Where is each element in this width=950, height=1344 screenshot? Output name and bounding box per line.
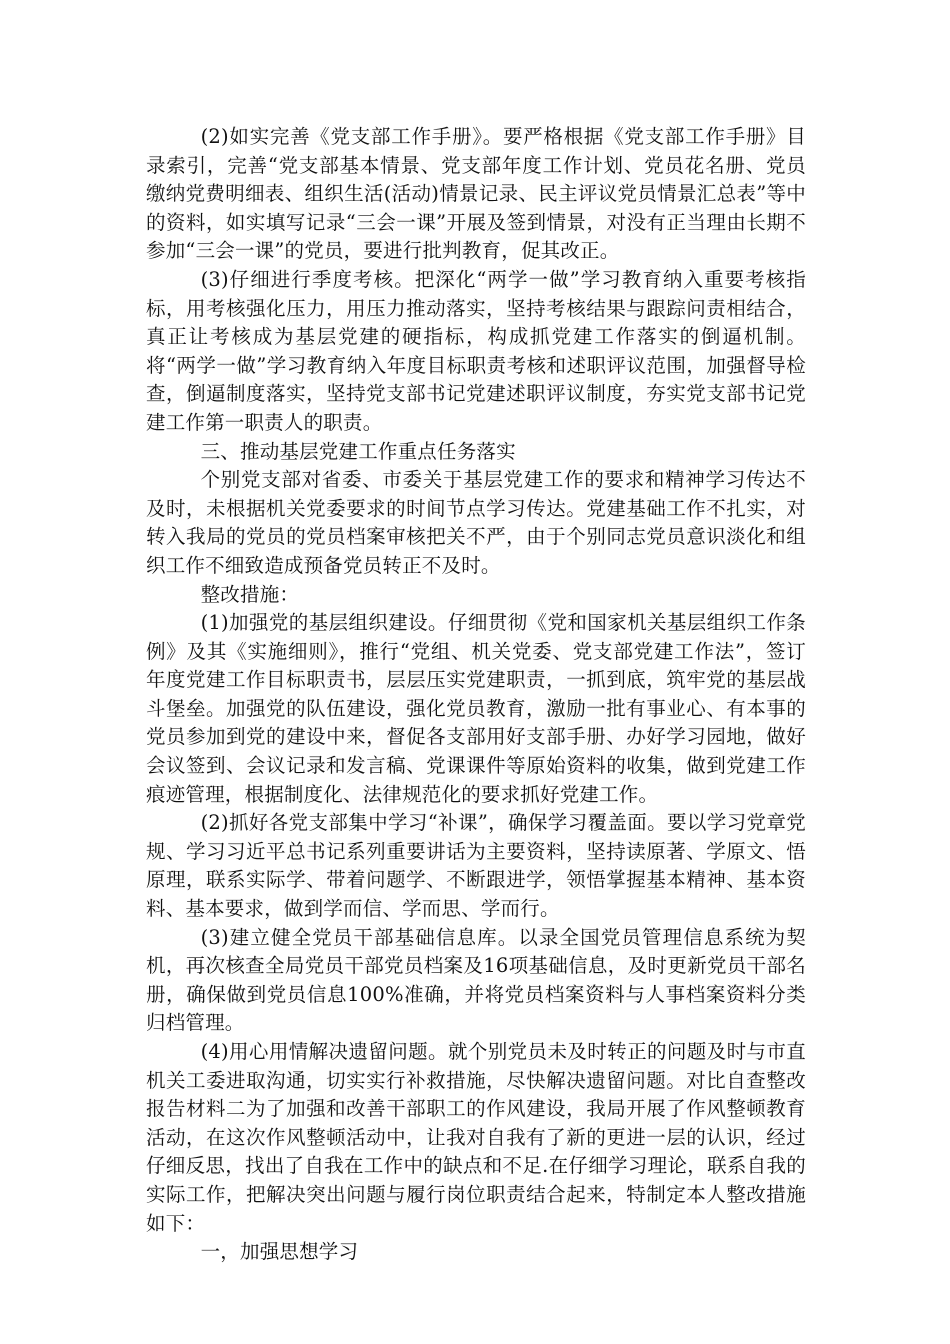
rectification-measures-heading: 整改措施： (200, 582, 300, 606)
paragraph-measure-4: (4)用心用情解决遗留问题。就个别党员未及时转正的问题及时与市直机关工委进取沟通，切实实行补救措施，尽快解决遗留问题。对比自查整改报告材料二为了加强和改善干部职工的作风建设，我局开展了作风整顿教育活动，在这次作风整顿活动中，让我对自我有了新的更进一层的认识，经过仔细反思，找出了自我在工作中的缺点和不足.在仔细学习理论，联系自我的实际工作，把解决突出问题与履行岗位职责结合起来，特制定本人整改措施如下： (146, 1040, 806, 1235)
document-body (146, 123, 806, 1267)
paragraph-work-manual: (2)如实完善《党支部工作手册》。要严格根据《党支部工作手册》目录索引，完善“党支部基本情景、党支部年度工作计划、党员花名册、党员缴纳党费明细表、组织生活(活动)情景记录、民主评议党员情景汇总表”等中的资料，如实填写记录“三会一课”开展及签到情景，对没有正当理由长期不参加“三会一课”的党员，要进行批判教育，促其改正。 (146, 125, 806, 263)
section-heading-three: 三、推动基层党建工作重点任务落实 (200, 439, 516, 463)
paragraph-measure-3: (3)建立健全党员干部基础信息库。以录全国党员管理信息系统为契机，再次核查全局党员干部党员档案及16项基础信息，及时更新党员干部名册，确保做到党员信息100%准确，并将党员档案资料与人事档案资料分类归档管理。 (146, 925, 806, 1035)
paragraph-problem-description: 个别党支部对省委、市委关于基层党建工作的要求和精神学习传达不及时，未根据机关党委要求的时间节点学习传达。党建基础工作不扎实，对转入我局的党员的党员档案审核把关不严，由于个别同志党员意识淡化和组织工作不细致造成预备党员转正不及时。 (146, 468, 806, 577)
section-heading-one: 一，加强思想学习 (200, 1240, 359, 1264)
paragraph-measure-2: (2)抓好各党支部集中学习“补课”，确保学习覆盖面。要以学习党章党规、学习习近平总书记系列重要讲话为主要资料，坚持读原著、学原文、悟原理，联系实际学、带着问题学、不断跟进学，领悟掌握基本精神、基本资料、基本要求，做到学而信、学而思、学而行。 (146, 811, 806, 921)
paragraph-quarterly-assessment: (3)仔细进行季度考核。把深化“两学一做”学习教育纳入重要考核指标，用考核强化压力，用压力推动落实，坚持考核结果与跟踪问责相结合，真正让考核成为基层党建的硬指标，构成抓党建工作落实的倒逼机制。将“两学一做”学习教育纳入年度目标职责考核和述职评议范围，加强督导检查，倒逼制度落实，坚持党支部书记党建述职评议制度，夯实党支部书记党建工作第一职责人的职责。 (146, 267, 806, 434)
paragraph-measure-1: (1)加强党的基层组织建设。仔细贯彻《党和国家机关基层组织工作条例》及其《实施细则》，推行“党组、机关党委、党支部党建工作法”，签订年度党建工作目标职责书，层层压实党建职责，一抓到底，筑牢党的基层战斗堡垒。加强党的队伍建设，强化党员教育，激励一批有事业心、有本事的党员参加到党的建设中来，督促各支部用好支部手册、办好学习园地，做好会议签到、会议记录和发言稿、党课课件等原始资料的收集，做到党建工作痕迹管理，根据制度化、法律规范化的要求抓好党建工作。 (146, 611, 806, 806)
